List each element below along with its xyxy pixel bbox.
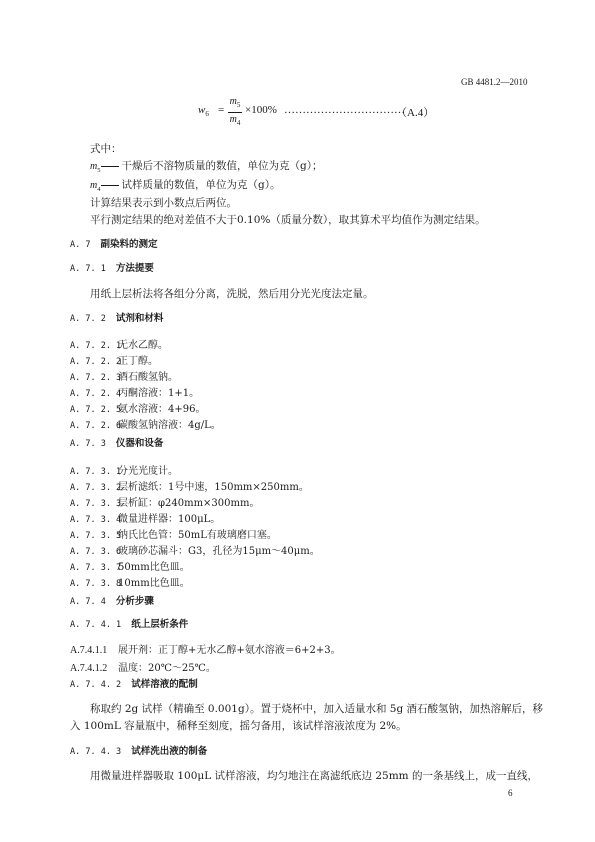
apparatus-item: A. 7. 3. 750mm比色皿。 — [70, 562, 190, 573]
heading-a7-4-2: A. 7. 4. 2 试样溶液的配制 — [70, 679, 198, 690]
reagent-item: A. 7. 2. 5氨水溶液：4+96。 — [70, 404, 206, 415]
reagent-item: A. 7. 2. 4丙酮溶液：1+1。 — [70, 388, 200, 399]
eluate-prep-line1: 用微量进样器吸取 100μL 试样溶液，均匀地注在离滤纸底边 25mm 的一条基线上，成一直线， — [90, 770, 538, 782]
sample-prep-line1: 称取约 2g 试样（精确至 0.001g）。置于烧杯中，加入适量水和 5g 酒石酸氢钠，加热溶解后，移 — [90, 703, 544, 715]
tolerance-note: 平行测定结果的绝对差值不大于0.10%（质量分数），取其算术平均值作为测定结果。 — [90, 214, 486, 226]
formula-equals: = — [218, 104, 225, 116]
apparatus-item: A. 7. 3. 1分光光度计。 — [70, 466, 178, 477]
apparatus-item: A. 7. 3. 810mm比色皿。 — [70, 578, 190, 589]
page-number: 6 — [508, 788, 513, 798]
heading-a7: A. 7 副染料的测定 — [70, 239, 158, 250]
heading-a7-4-3: A. 7. 4. 3 试样洗出液的制备 — [70, 746, 208, 757]
sample-prep-line2: 入 100mL 容量瓶中，稀释至刻度，摇匀备用，该试样溶液浓度为 2%。 — [70, 720, 407, 732]
reagent-item: A. 7. 2. 3酒石酸氢钠。 — [70, 372, 178, 383]
formula-times: ×100% — [245, 104, 277, 116]
apparatus-item: A. 7. 3. 4微量进样器：100μL。 — [70, 514, 221, 525]
heading-a7-4: A. 7. 4 分析步骤 — [70, 596, 154, 607]
standard-number: GB 4481.2—2010 — [461, 77, 528, 87]
formula-leader-dots: …………………………… — [284, 104, 405, 116]
var-definition-m4: $m_4$ 试样质量的数值，单位为克（g）。 — [90, 179, 281, 193]
reagent-item: A. 7. 2. 2正丁醇。 — [70, 356, 158, 367]
heading-a7-4-1: A. 7. 4. 1 纸上层析条件 — [70, 619, 189, 630]
method-summary: 用纸上层析法将各组分分离，洗脱，然后用分光光度法定量。 — [90, 288, 374, 300]
formula-ref: （A.4） — [396, 107, 435, 119]
apparatus-item: A. 7. 3. 5纳氏比色管：50mL有玻璃磨口塞。 — [70, 530, 277, 541]
reagent-item: A. 7. 2. 6碳酸氢钠溶液：4g/L。 — [70, 420, 221, 431]
heading-a7-1: A. 7. 1 方法提要 — [70, 263, 154, 274]
apparatus-item: A. 7. 3. 6玻璃砂芯漏斗：G3，孔径为15μm～40μm。 — [70, 546, 320, 557]
formula-fraction: $m_5$ $m_4$ — [229, 96, 241, 127]
condition-item: A.7.4.1.2 温度：20℃～25℃。 — [70, 663, 216, 674]
reagent-item: A. 7. 2. 1无水乙醇。 — [70, 340, 168, 351]
rounding-note: 计算结果表示到小数点后两位。 — [90, 197, 237, 209]
heading-a7-2: A. 7. 2 试剂和材料 — [70, 313, 164, 324]
apparatus-item: A. 7. 3. 3层析缸：φ240mm×300mm。 — [70, 498, 260, 509]
where-label: 式中： — [90, 143, 122, 155]
apparatus-item: A. 7. 3. 2层析滤纸：1号中速，150mm×250mm。 — [70, 482, 309, 493]
formula-lhs: $w_6$ — [198, 104, 209, 119]
var-definition-m5: $m_5$ 干燥后不溶物质量的数值，单位为克（g）； — [90, 160, 323, 174]
heading-a7-3: A. 7. 3 仪器和设备 — [70, 438, 164, 449]
condition-item: A.7.4.1.1 展开剂：正丁醇+无水乙醇+氨水溶液＝6+2+3。 — [70, 645, 341, 656]
